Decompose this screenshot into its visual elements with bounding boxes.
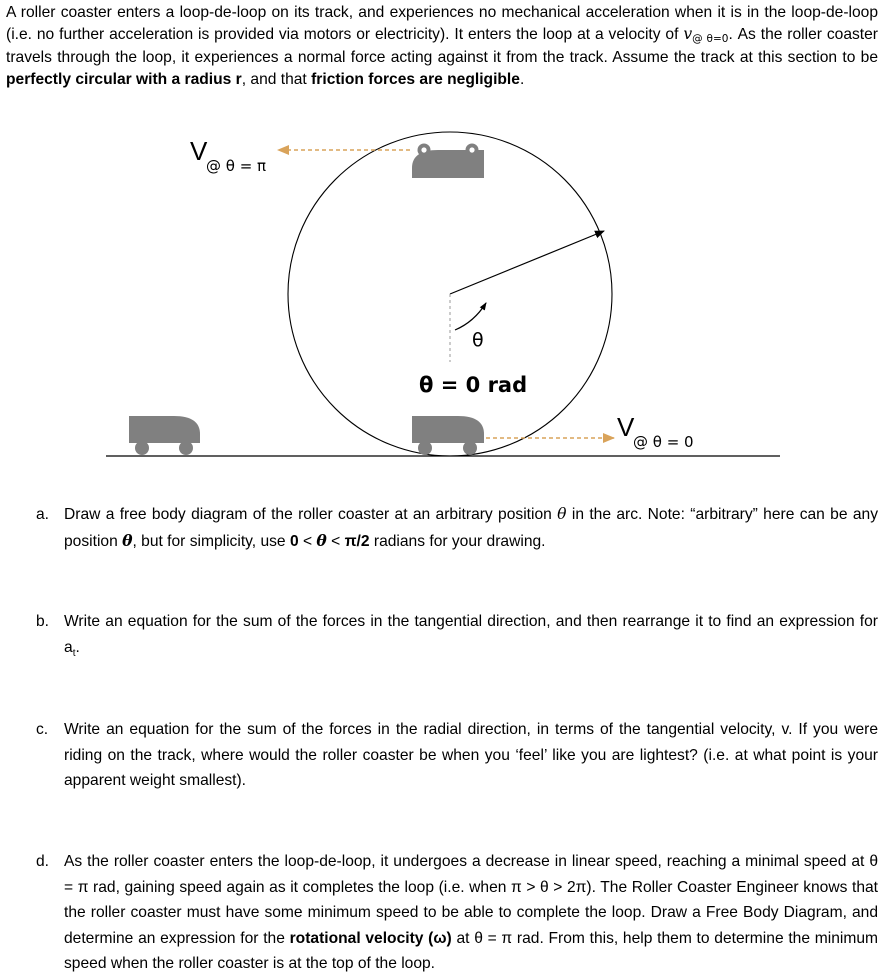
question-letter: a. xyxy=(36,506,50,523)
velocity-symbol: v@ θ=0 xyxy=(683,24,729,45)
label-v-bottom-sub: @ θ = 0 xyxy=(633,433,694,451)
question-letter: d. xyxy=(36,853,50,870)
question-text: Draw a free body diagram of the roller coaster at an arbitrary position θ in the arc. Note: “arbitrary” here can be any position θ, but for simplicity, use 0 < θ < π/2 radians for your drawing. xyxy=(64,505,878,550)
question-b xyxy=(36,609,878,666)
question-text: Write an equation for the sum of the forces in the tangential direction, and then rearrange it to find an expression for $a_t$. xyxy=(64,613,878,659)
cart-left xyxy=(129,416,200,455)
loop-diagram xyxy=(0,110,882,470)
question-c xyxy=(36,717,878,794)
question-text: As the roller coaster enters the loop-de-loop, it undergoes a decrease in linear speed, reaching a minimal speed at θ = π rad, gaining speed again as it completes the loop (i.e. when π > θ > 2π). The Roller Coaster Engineer knows that the roller coaster must have some minimum speed to be able to complete the loop. Draw a Free Body Diagram, and determine an expression for the rotational velocity (ω) at θ = π rad. From this, help them to determine the minimum speed when the roller coaster is at the top of the loop. xyxy=(64,853,878,972)
question-letter: c. xyxy=(36,721,49,738)
label-theta-zero: θ = 0 rad xyxy=(419,373,528,397)
question-text: Write an equation for the sum of the forces in the radial direction, in terms of the tangential velocity, v. If you were riding on the track, where would the roller coaster be when you ‘feel’ like you are lightest? (i.e. at what point is your apparent weight smallest). xyxy=(64,721,878,789)
question-a xyxy=(36,502,878,554)
radius-arrow xyxy=(450,231,604,294)
label-v-top-sub: @ θ = π xyxy=(206,157,267,175)
theta-arc-arrow xyxy=(455,303,486,330)
label-v-top: V xyxy=(190,136,208,166)
question-letter: b. xyxy=(36,613,50,630)
label-theta: θ xyxy=(472,329,484,351)
cart-bottom xyxy=(412,416,484,455)
problem-intro: A roller coaster enters a loop-de-loop on its track, and experiences no mechanical acceleration when it is in the loop-de-loop (i.e. no further acceleration is provided via motors or electricity). It enters the loop at a velocity of v@ θ=0. As the roller coaster travels through the loop, it experiences a normal force acting against it from the track. Assume the track at this section to be perfectly circular with a radius r, and that friction forces are negligible. xyxy=(6,4,878,88)
label-v-bottom: V xyxy=(617,412,635,442)
cart-top xyxy=(412,144,484,179)
question-d xyxy=(36,849,878,977)
